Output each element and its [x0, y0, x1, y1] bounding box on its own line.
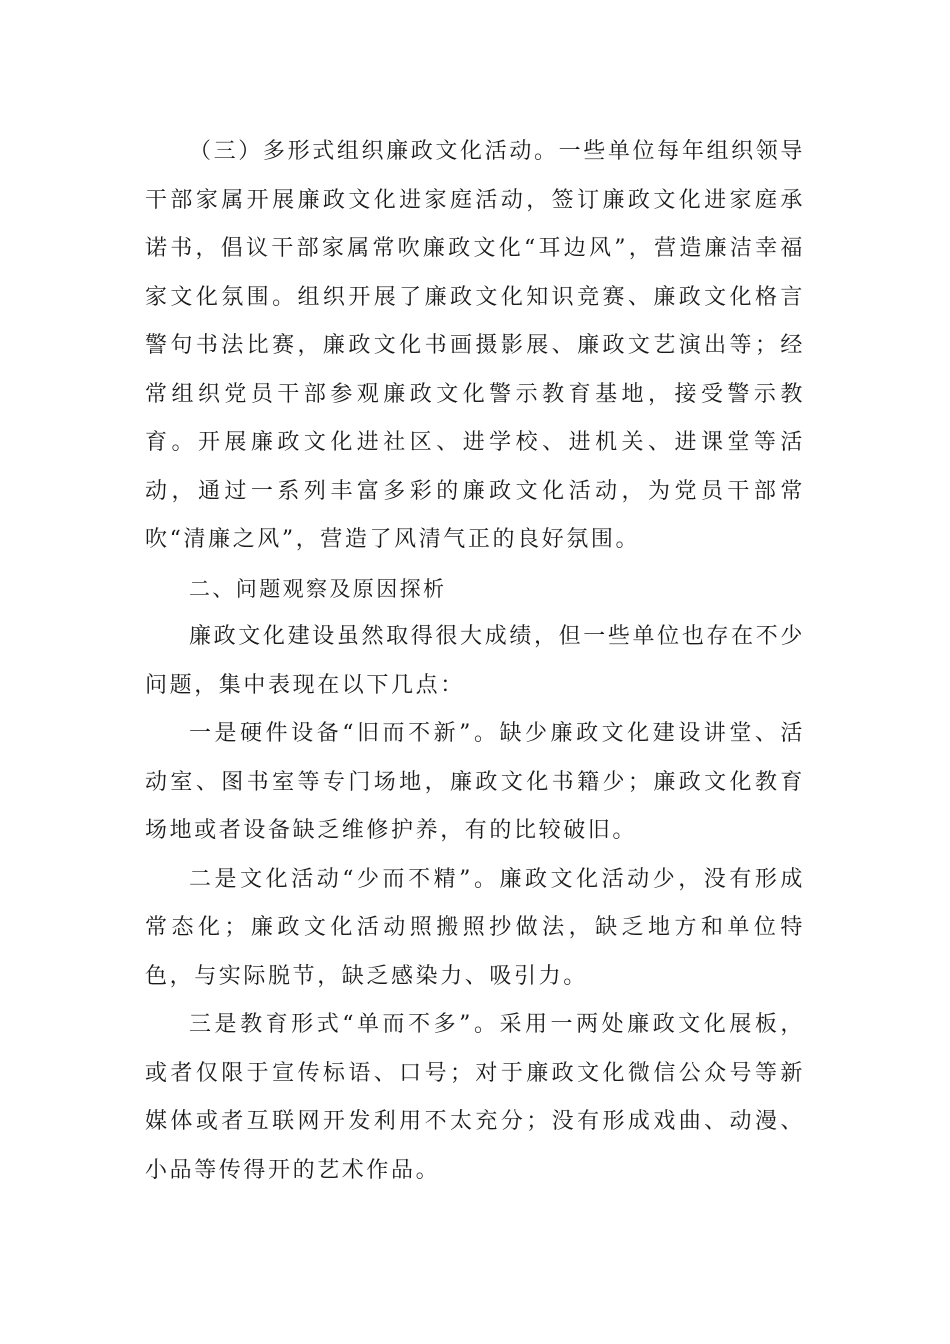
paragraph-problem-activities: 二是文化活动“少而不精”。廉政文化活动少，没有形成常态化；廉政文化活动照搬照抄做法，缺乏地方和单位特色，与实际脱节，缺乏感染力、吸引力。 [145, 866, 805, 989]
paragraph-problem-education: 三是教育形式“单而不多”。采用一两处廉政文化展板，或者仅限于宣传标语、口号；对于廉政文化微信公众号等新媒体或者互联网开发利用不太充分；没有形成戏曲、动漫、小品等传得开的艺术作品。 [145, 1012, 805, 1183]
paragraph-activities: （三）多形式组织廉政文化活动。一些单位每年组织领导干部家属开展廉政文化进家庭活动，签订廉政文化进家庭承诺书，倡议干部家属常吹廉政文化“耳边风”，营造廉洁幸福家文化氛围。组织开展了廉政文化知识竞赛、廉政文化格言警句书法比赛，廉政文化书画摄影展、廉政文艺演出等；经常组织党员干部参观廉政文化警示教育基地，接受警示教育。开展廉政文化进社区、进学校、进机关、进课堂等活动，通过一系列丰富多彩的廉政文化活动，为党员干部常吹“清廉之风”，营造了风清气正的良好氛围。 [145, 139, 805, 552]
document-body [145, 128, 805, 1195]
section-heading-problems: 二、问题观察及原因探析 [189, 576, 447, 601]
paragraph-problems-intro: 廉政文化建设虽然取得很大成绩，但一些单位也存在不少问题，集中表现在以下几点： [145, 624, 805, 698]
paragraph-problem-hardware: 一是硬件设备“旧而不新”。缺少廉政文化建设讲堂、活动室、图书室等专门场地，廉政文化书籍少；廉政文化教育场地或者设备缺乏维修护养，有的比较破旧。 [145, 721, 805, 843]
